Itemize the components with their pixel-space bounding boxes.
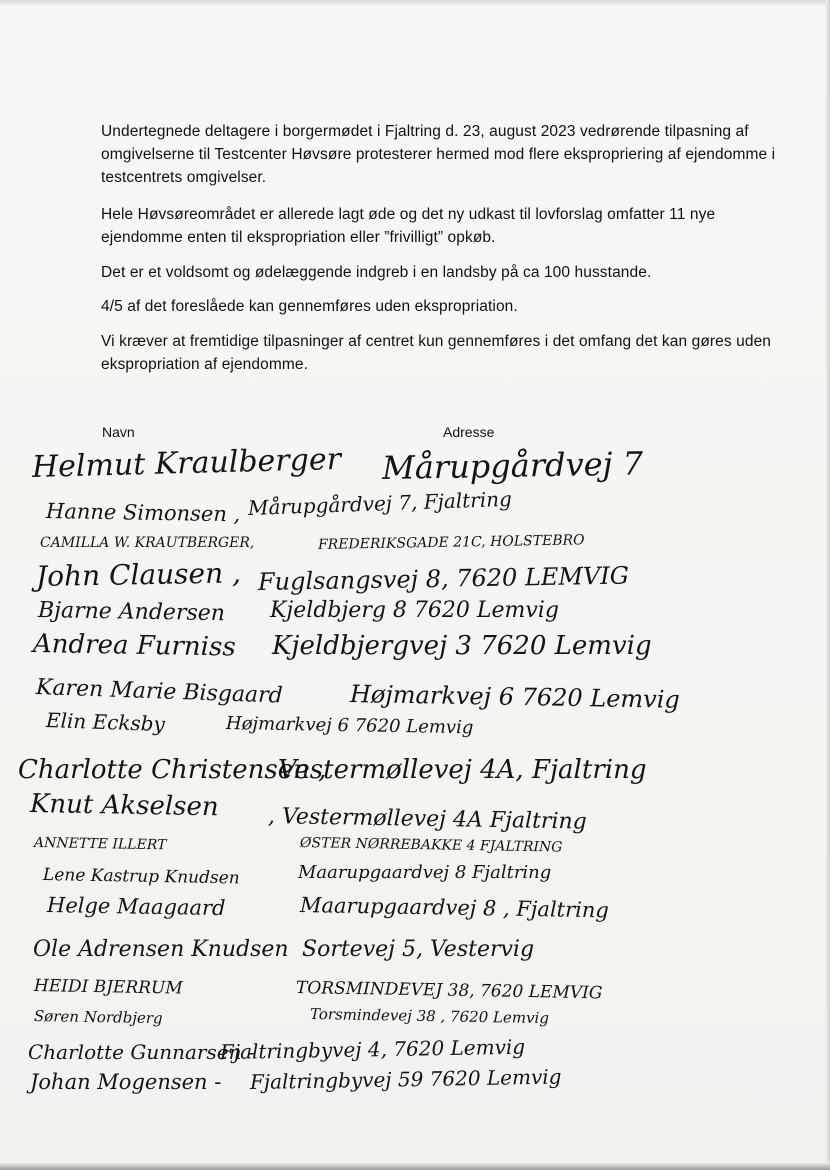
paragraph-demand: Vi kræver at fremtidige tilpasninger af centret kun gennemføres i det omfang det kan gøres uden ekspropriation af ejendomme.: [101, 333, 772, 373]
signature-name: Johan Mogensen -: [30, 1070, 222, 1095]
signature-address: Sortevej 5, Vestervig: [302, 936, 535, 962]
signature-address: Maarupgaardvej 8 Fjaltring: [298, 862, 552, 884]
signature-name: Ole Adrensen Knudsen: [33, 936, 289, 962]
signature-name: Helmut Kraulberger: [31, 441, 342, 485]
signature-address: Maarupgaardvej 8 , Fjaltring: [299, 893, 610, 923]
signature-address: Mårupgårdvej 7: [381, 444, 644, 487]
signature-address: Fjaltringbyvej 59 7620 Lemvig: [249, 1064, 562, 1094]
paragraph-intervention: Det er et voldsomt og ødelæggende indgreb i en landsby på ca 100 husstande.: [101, 264, 652, 281]
signature-address: Torsmindevej 38 , 7620 Lemvig: [309, 1005, 550, 1028]
signature-address: Højmarkvej 6 7620 Lemvig: [349, 679, 681, 714]
signature-address: ØSTER NØRREBAKKE 4 FJALTRING: [299, 834, 563, 856]
signature-name: Andrea Furniss: [32, 629, 236, 663]
signature-address: Højmarkvej 6 7620 Lemvig: [225, 713, 474, 739]
signature-address: Mårupgårdvej 7, Fjaltring: [247, 486, 513, 520]
column-header-address: Adresse: [443, 424, 495, 440]
signature-address: Kjeldbjergvej 3 7620 Lemvig: [272, 631, 652, 662]
column-header-name: Navn: [102, 424, 135, 440]
signature-name: Hanne Simonsen ,: [45, 499, 241, 527]
signature-address: TORSMINDEVEJ 38, 7620 LEMVIG: [295, 977, 603, 1004]
signature-address: FREDERIKSGADE 21C, HOLSTEBRO: [317, 531, 585, 553]
paragraph-hovsore-area: Hele Høvsøreområdet er allerede lagt øde og det ny udkast til lovforslag omfatter 11 nye ejendomme enten til ekspropriation eller ”frivilligt” opkøb.: [101, 206, 716, 246]
signature-name: Charlotte Christensen ,: [18, 755, 327, 786]
signature-name: Helge Maagaard: [46, 893, 226, 921]
signature-address: Kjeldbjerg 8 7620 Lemvig: [270, 597, 559, 623]
signature-name: CAMILLA W. KRAUTBERGER,: [40, 534, 255, 551]
signature-name: Lene Kastrup Knudsen: [42, 864, 240, 889]
paragraph-four-fifths: 4/5 af det foreslåede kan gennemføres uden ekspropriation.: [101, 298, 518, 315]
paragraph-protest-intro: Undertegnede deltagere i borgermødet i Fjaltring d. 23, august 2023 vedrørende tilpasning af omgivelserne til Testcenter Høvsøre protesterer hermed mod flere ekspropriering af ejendomme i testcentrets omgivelser.: [101, 123, 776, 186]
signature-name: HEIDI BJERRUM: [33, 975, 183, 999]
signature-name: Charlotte Gunnarsen -: [28, 1040, 255, 1064]
signature-name: ANNETTE ILLERT: [33, 834, 167, 853]
signature-name: Elin Ecksby: [45, 708, 166, 737]
signature-address: Fjaltringbyvej 4, 7620 Lemvig: [219, 1034, 526, 1064]
signature-name: Søren Nordbjerg: [33, 1007, 163, 1028]
signature-address: Vestermøllevej 4A, Fjaltring: [278, 755, 647, 786]
signature-name: Karen Marie Bisgaard: [35, 674, 284, 709]
signature-address: , Vestermøllevej 4A Fjaltring: [267, 803, 587, 835]
signature-address: Fuglsangsvej 8, 7620 LEMVIG: [257, 561, 630, 596]
signature-name: Knut Akselsen: [29, 789, 219, 823]
signature-name: John Clausen ,: [35, 556, 242, 594]
signature-name: Bjarne Andersen: [37, 597, 226, 627]
